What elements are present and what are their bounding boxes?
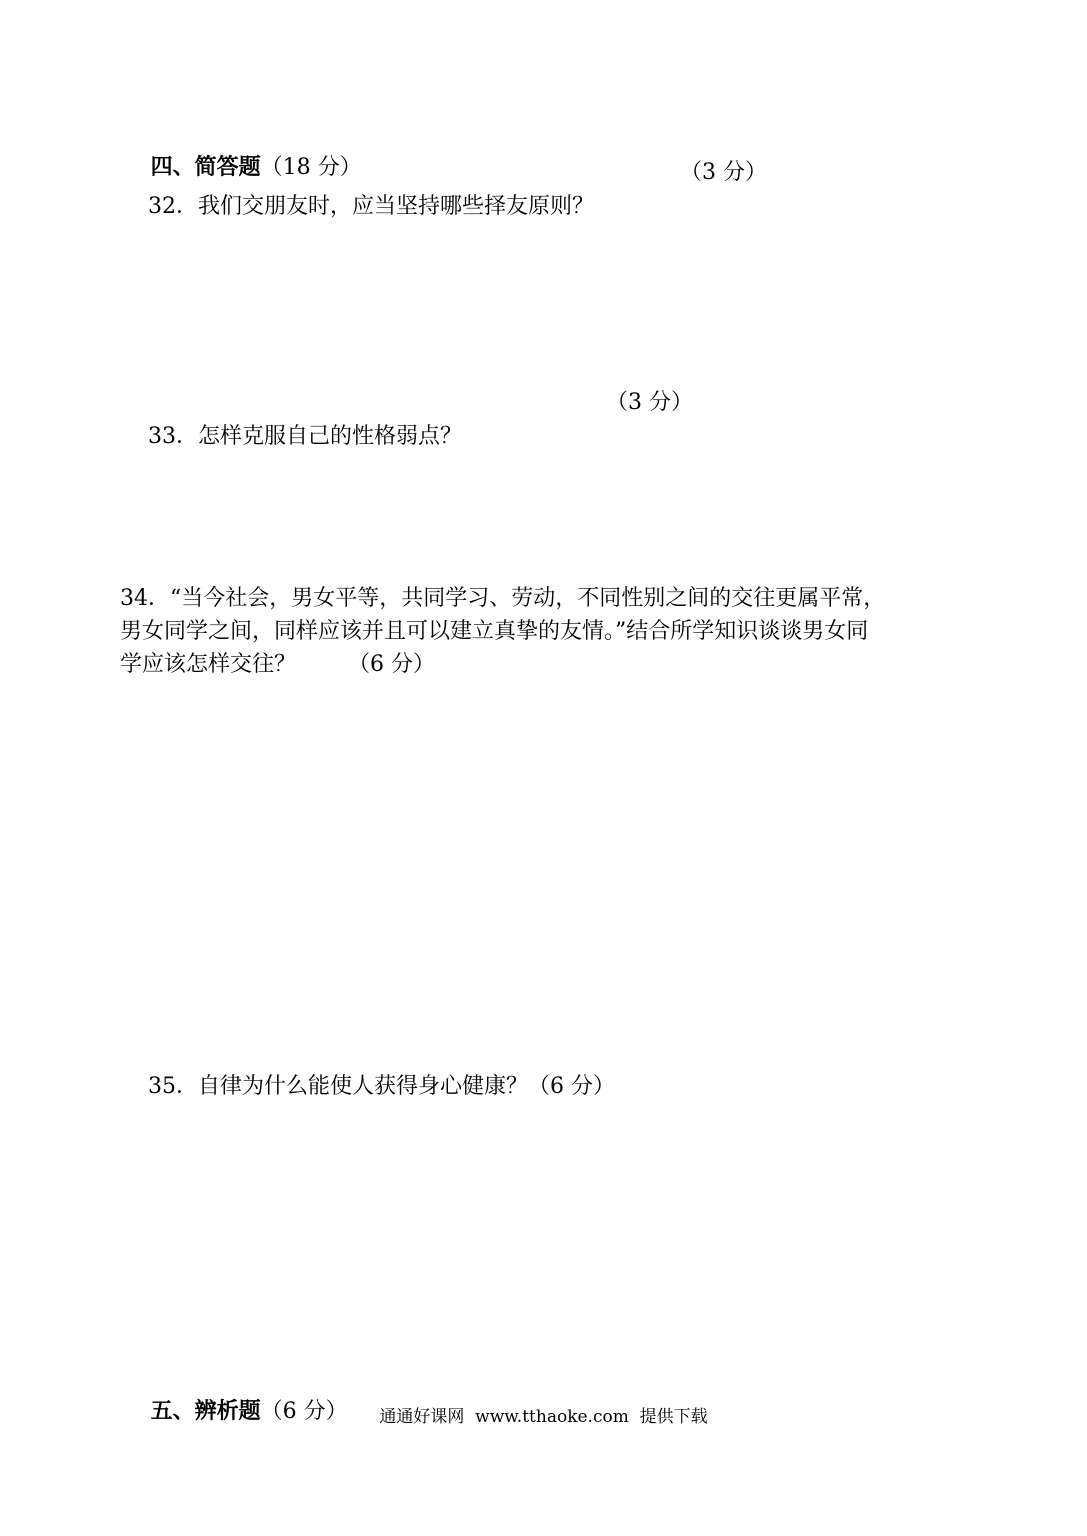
question-34-line-1: 34．“当今社会，男女平等，共同学习、劳动，不同性别之间的交往更属平常， xyxy=(120,586,886,611)
question-35 xyxy=(120,1036,615,1138)
section-title-text: 四、简答题 xyxy=(150,154,261,180)
section-title-text: 五、辨析题 xyxy=(150,1398,261,1424)
question-34-line-3-wrap xyxy=(120,648,980,681)
section-score: （6 分） xyxy=(260,1399,348,1424)
question-35-points: （6 分） xyxy=(527,1074,615,1099)
question-34-line-2: 男女同学之间，同样应该并且可以建立真挚的友情。”结合所学知识谈谈男女同 xyxy=(120,619,869,644)
question-35-text: 35．自律为什么能使人获得身心健康？ xyxy=(147,1074,528,1099)
question-33-points: （3 分） xyxy=(606,390,693,415)
question-33 xyxy=(120,386,693,522)
question-34-points: （6 分） xyxy=(348,652,436,677)
section-score: （18 分） xyxy=(260,155,362,180)
question-34-line-3: 学应该怎样交往？ xyxy=(120,652,297,677)
question-32-text: 32．我们交朋友时，应当坚持哪些择友原则？ xyxy=(147,194,594,219)
question-34 xyxy=(120,582,980,681)
footer-source: 通通好课网 www.tthaoke.com 提供下载 xyxy=(379,1407,708,1427)
question-33-text: 33．怎样克服自己的性格弱点？ xyxy=(147,424,462,449)
question-32-points: （3 分） xyxy=(680,160,767,185)
question-32 xyxy=(120,156,767,292)
